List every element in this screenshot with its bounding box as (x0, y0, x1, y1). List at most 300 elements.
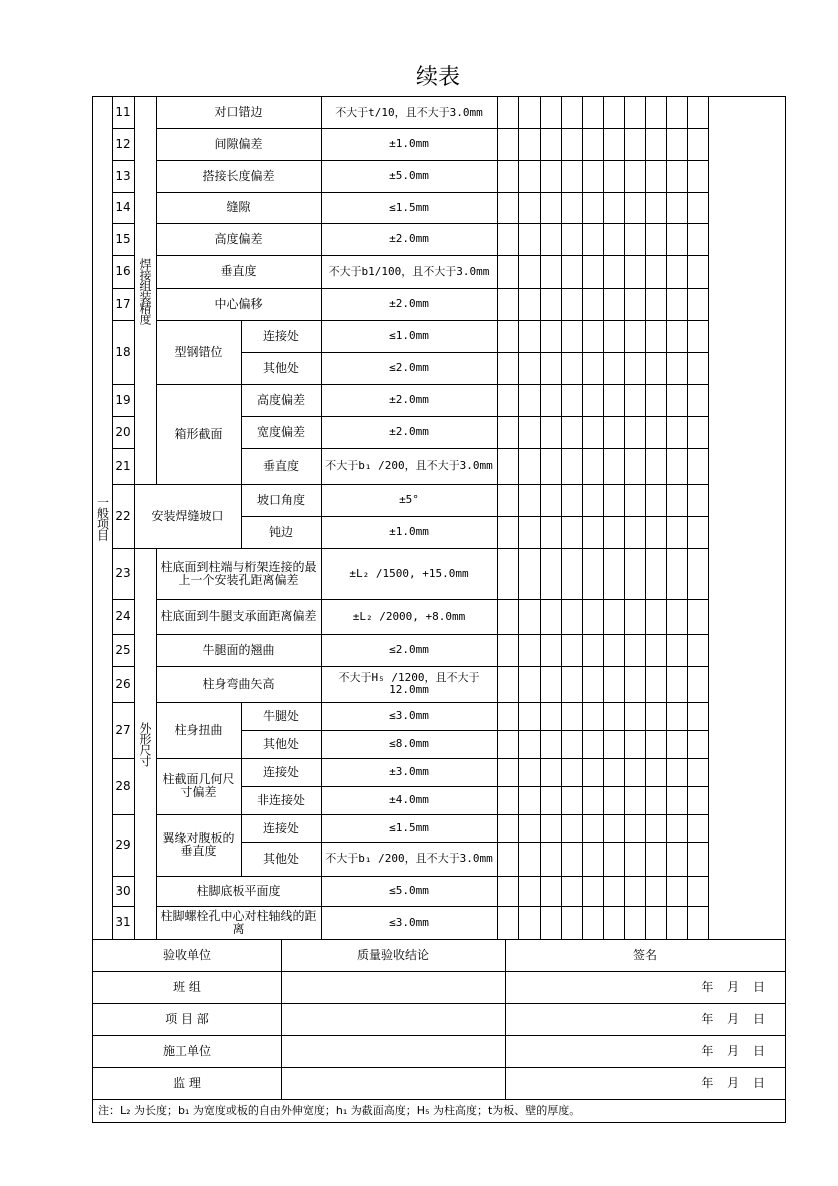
check-subitem: 非连接处 (241, 786, 322, 815)
sign-date: 年 月 日 (505, 971, 786, 1004)
measurement-cell (518, 599, 541, 635)
measurement-cell (518, 906, 541, 940)
check-item: 对口错边 (156, 96, 322, 129)
measurement-cell (518, 416, 541, 449)
measurement-cell (603, 223, 625, 256)
check-subitem: 其他处 (241, 842, 322, 877)
measurement-cell (687, 516, 709, 549)
row-number: 28 (112, 758, 135, 815)
measurement-cell (603, 599, 625, 635)
measurement-cell (518, 814, 541, 843)
measurement-cell (497, 814, 519, 843)
measurement-cell (645, 352, 667, 385)
measurement-cell (624, 352, 646, 385)
row-number: 15 (112, 223, 135, 256)
measurement-cell (497, 192, 519, 224)
check-subitem: 其他处 (241, 730, 322, 759)
measurement-cell (582, 484, 604, 517)
check-item: 中心偏移 (156, 288, 322, 321)
measurement-cell (561, 192, 583, 224)
measurement-cell (666, 223, 688, 256)
conclusion-cell (281, 971, 506, 1004)
measurement-cell (540, 384, 562, 417)
measurement-cell (497, 160, 519, 193)
measurement-cell (624, 288, 646, 321)
measurement-cell (666, 634, 688, 667)
measurement-cell (582, 416, 604, 449)
check-subitem: 其他处 (241, 352, 322, 385)
conclusion-cell (281, 1035, 506, 1068)
check-item: 垂直度 (156, 255, 322, 289)
measurement-cell (603, 128, 625, 161)
measurement-cell (497, 223, 519, 256)
measurement-cell (645, 128, 667, 161)
measurement-cell (540, 599, 562, 635)
row-number: 16 (112, 255, 135, 289)
acceptance-unit: 监 理 (92, 1067, 282, 1100)
measurement-cell (518, 96, 541, 129)
measurement-cell (497, 484, 519, 517)
measurement-cell (561, 352, 583, 385)
measurement-cell (603, 96, 625, 129)
measurement-cell (540, 786, 562, 815)
measurement-cell (540, 842, 562, 877)
measurement-cell (687, 320, 709, 353)
measurement-cell (666, 160, 688, 193)
acceptance-unit: 施工单位 (92, 1035, 282, 1068)
measurement-cell (666, 786, 688, 815)
allowed-deviation: ≤3.0mm (321, 702, 498, 731)
measurement-cell (687, 599, 709, 635)
measurement-cell (582, 352, 604, 385)
measurement-cell (518, 384, 541, 417)
measurement-cell (603, 548, 625, 600)
check-item: 柱脚底板平面度 (156, 876, 322, 907)
measurement-cell (518, 352, 541, 385)
measurement-cell (603, 320, 625, 353)
measurement-cell (518, 666, 541, 703)
measurement-cell (603, 666, 625, 703)
measurement-cell (624, 255, 646, 289)
measurement-cell (540, 702, 562, 731)
measurement-cell (603, 730, 625, 759)
measurement-cell (603, 634, 625, 667)
measurement-cell (666, 255, 688, 289)
measurement-cell (645, 160, 667, 193)
footer-header-sign: 签名 (505, 939, 786, 972)
measurement-cell (687, 876, 709, 907)
measurement-cell (497, 666, 519, 703)
check-subitem: 宽度偏差 (241, 416, 322, 449)
measurement-cell (603, 416, 625, 449)
row-number: 30 (112, 876, 135, 907)
measurement-cell (582, 730, 604, 759)
measurement-cell (561, 160, 583, 193)
measurement-cell (518, 484, 541, 517)
measurement-cell (624, 516, 646, 549)
measurement-cell (624, 484, 646, 517)
allowed-deviation: ≤2.0mm (321, 634, 498, 667)
measurement-cell (666, 192, 688, 224)
measurement-cell (497, 599, 519, 635)
measurement-cell (645, 758, 667, 787)
measurement-cell (582, 842, 604, 877)
sign-date: 年 月 日 (505, 1003, 786, 1036)
row-number: 14 (112, 192, 135, 224)
measurement-cell (687, 814, 709, 843)
measurement-cell (561, 906, 583, 940)
measurement-cell (645, 192, 667, 224)
allowed-deviation: ±2.0mm (321, 416, 498, 449)
measurement-cell (540, 96, 562, 129)
measurement-cell (497, 758, 519, 787)
row-number: 19 (112, 384, 135, 417)
group-shape-label: 外形尺寸 (134, 548, 157, 940)
check-subitem: 牛腿处 (241, 702, 322, 731)
measurement-cell (497, 786, 519, 815)
measurement-cell (497, 96, 519, 129)
measurement-cell (582, 758, 604, 787)
measurement-cell (645, 730, 667, 759)
measurement-cell (582, 666, 604, 703)
check-item: 牛腿面的翘曲 (156, 634, 322, 667)
measurement-cell (497, 906, 519, 940)
measurement-cell (687, 666, 709, 703)
measurement-cell (645, 666, 667, 703)
measurement-cell (561, 666, 583, 703)
measurement-cell (603, 516, 625, 549)
measurement-cell (624, 814, 646, 843)
measurement-cell (518, 223, 541, 256)
measurement-cell (540, 288, 562, 321)
allowed-deviation: ±2.0mm (321, 223, 498, 256)
measurement-cell (645, 634, 667, 667)
blank-area (708, 96, 786, 940)
check-subitem: 连接处 (241, 758, 322, 787)
measurement-cell (518, 786, 541, 815)
row-number: 11 (112, 96, 135, 129)
measurement-cell (624, 758, 646, 787)
measurement-cell (561, 223, 583, 256)
measurement-cell (666, 758, 688, 787)
measurement-cell (518, 548, 541, 600)
measurement-cell (687, 758, 709, 787)
measurement-cell (497, 128, 519, 161)
footer-header-conclusion: 质量验收结论 (281, 939, 506, 972)
measurement-cell (645, 255, 667, 289)
row-number: 27 (112, 702, 135, 759)
measurement-cell (540, 666, 562, 703)
row-number: 12 (112, 128, 135, 161)
check-subitem: 垂直度 (241, 448, 322, 485)
measurement-cell (645, 786, 667, 815)
check-item: 柱身弯曲矢高 (156, 666, 322, 703)
measurement-cell (666, 548, 688, 600)
measurement-cell (561, 842, 583, 877)
measurement-cell (624, 634, 646, 667)
measurement-cell (561, 320, 583, 353)
measurement-cell (518, 842, 541, 877)
allowed-deviation: ±1.0mm (321, 128, 498, 161)
check-item: 缝隙 (156, 192, 322, 224)
measurement-cell (603, 192, 625, 224)
measurement-cell (518, 730, 541, 759)
measurement-cell (497, 416, 519, 449)
sign-date: 年 月 日 (505, 1067, 786, 1100)
row-number: 29 (112, 814, 135, 877)
measurement-cell (540, 320, 562, 353)
sign-date: 年 月 日 (505, 1035, 786, 1068)
measurement-cell (582, 906, 604, 940)
acceptance-unit: 项 目 部 (92, 1003, 282, 1036)
measurement-cell (582, 634, 604, 667)
measurement-cell (497, 288, 519, 321)
measurement-cell (603, 814, 625, 843)
measurement-cell (561, 634, 583, 667)
measurement-cell (645, 384, 667, 417)
measurement-cell (540, 730, 562, 759)
measurement-cell (666, 416, 688, 449)
measurement-cell (624, 96, 646, 129)
measurement-cell (497, 255, 519, 289)
allowed-deviation: ±2.0mm (321, 288, 498, 321)
measurement-cell (603, 255, 625, 289)
measurement-cell (687, 128, 709, 161)
measurement-cell (603, 906, 625, 940)
measurement-cell (582, 320, 604, 353)
measurement-cell (518, 255, 541, 289)
measurement-cell (582, 516, 604, 549)
measurement-cell (518, 448, 541, 485)
measurement-cell (645, 96, 667, 129)
measurement-cell (666, 448, 688, 485)
measurement-cell (624, 786, 646, 815)
measurement-cell (540, 255, 562, 289)
measurement-cell (624, 223, 646, 256)
measurement-cell (603, 876, 625, 907)
measurement-cell (518, 634, 541, 667)
measurement-cell (666, 384, 688, 417)
measurement-cell (645, 842, 667, 877)
measurement-cell (645, 448, 667, 485)
allowed-deviation: ≤1.5mm (321, 192, 498, 224)
measurement-cell (518, 516, 541, 549)
measurement-cell (540, 634, 562, 667)
row-number: 18 (112, 320, 135, 385)
measurement-cell (624, 192, 646, 224)
measurement-cell (561, 814, 583, 843)
row-number: 25 (112, 634, 135, 667)
page-title: 续表 (415, 65, 460, 90)
measurement-cell (540, 448, 562, 485)
measurement-cell (582, 223, 604, 256)
check-item: 翼缘对腹板的垂直度 (156, 814, 242, 877)
measurement-cell (540, 876, 562, 907)
measurement-cell (518, 702, 541, 731)
allowed-deviation: ±5.0mm (321, 160, 498, 193)
measurement-cell (645, 484, 667, 517)
measurement-cell (582, 786, 604, 815)
measurement-cell (624, 599, 646, 635)
measurement-cell (666, 814, 688, 843)
measurement-cell (666, 484, 688, 517)
measurement-cell (497, 448, 519, 485)
measurement-cell (624, 666, 646, 703)
measurement-cell (582, 448, 604, 485)
measurement-cell (497, 730, 519, 759)
allowed-deviation: ±3.0mm (321, 758, 498, 787)
group-general-label: 一般项目 (92, 96, 113, 940)
measurement-cell (518, 192, 541, 224)
check-item: 搭接长度偏差 (156, 160, 322, 193)
measurement-cell (624, 416, 646, 449)
check-item: 间隙偏差 (156, 128, 322, 161)
measurement-cell (603, 288, 625, 321)
allowed-deviation: ±4.0mm (321, 786, 498, 815)
measurement-cell (603, 160, 625, 193)
measurement-cell (687, 192, 709, 224)
measurement-cell (518, 128, 541, 161)
measurement-cell (624, 160, 646, 193)
measurement-cell (540, 128, 562, 161)
measurement-cell (666, 516, 688, 549)
allowed-deviation: 不大于b₁ /200，且不大于3.0mm (321, 448, 498, 485)
measurement-cell (687, 634, 709, 667)
measurement-cell (497, 516, 519, 549)
measurement-cell (645, 288, 667, 321)
measurement-cell (687, 842, 709, 877)
measurement-cell (540, 192, 562, 224)
measurement-cell (582, 814, 604, 843)
measurement-cell (518, 320, 541, 353)
check-item: 高度偏差 (156, 223, 322, 256)
measurement-cell (687, 416, 709, 449)
measurement-cell (561, 876, 583, 907)
measurement-cell (561, 484, 583, 517)
check-item: 柱截面几何尺寸偏差 (156, 758, 242, 815)
measurement-cell (540, 548, 562, 600)
check-item: 柱底面到柱端与桁架连接的最上一个安装孔距离偏差 (156, 548, 322, 600)
check-subitem: 坡口角度 (241, 484, 322, 517)
row-number: 17 (112, 288, 135, 321)
measurement-cell (687, 288, 709, 321)
measurement-cell (582, 599, 604, 635)
allowed-deviation: ±L₂ /2000, +8.0mm (321, 599, 498, 635)
row-number: 22 (112, 484, 135, 549)
measurement-cell (582, 548, 604, 600)
measurement-cell (540, 758, 562, 787)
measurement-cell (666, 730, 688, 759)
allowed-deviation: ±5° (321, 484, 498, 517)
measurement-cell (603, 384, 625, 417)
measurement-cell (645, 416, 667, 449)
measurement-cell (624, 876, 646, 907)
allowed-deviation: ±L₂ /1500, +15.0mm (321, 548, 498, 600)
footer-header-unit: 验收单位 (92, 939, 282, 972)
measurement-cell (687, 352, 709, 385)
measurement-cell (561, 599, 583, 635)
measurement-cell (518, 758, 541, 787)
measurement-cell (497, 702, 519, 731)
measurement-cell (561, 758, 583, 787)
measurement-cell (687, 548, 709, 600)
row-number: 31 (112, 906, 135, 940)
row-number: 23 (112, 548, 135, 600)
check-subitem: 连接处 (241, 320, 322, 353)
allowed-deviation: ≤3.0mm (321, 906, 498, 940)
measurement-cell (540, 223, 562, 256)
row-number: 13 (112, 160, 135, 193)
measurement-cell (645, 599, 667, 635)
measurement-cell (624, 320, 646, 353)
check-item: 型钢错位 (156, 320, 242, 385)
measurement-cell (687, 702, 709, 731)
check-subitem: 高度偏差 (241, 384, 322, 417)
measurement-cell (561, 730, 583, 759)
measurement-cell (666, 352, 688, 385)
measurement-cell (497, 384, 519, 417)
measurement-cell (645, 702, 667, 731)
measurement-cell (561, 288, 583, 321)
measurement-cell (624, 906, 646, 940)
measurement-cell (666, 702, 688, 731)
row-number: 21 (112, 448, 135, 485)
measurement-cell (561, 128, 583, 161)
measurement-cell (540, 516, 562, 549)
measurement-cell (540, 416, 562, 449)
check-item: 安装焊缝坡口 (134, 484, 242, 549)
measurement-cell (666, 599, 688, 635)
allowed-deviation: ≤8.0mm (321, 730, 498, 759)
measurement-cell (666, 666, 688, 703)
allowed-deviation: 不大于t/10，且不大于3.0mm (321, 96, 498, 129)
measurement-cell (497, 352, 519, 385)
measurement-cell (603, 702, 625, 731)
check-item: 柱底面到牛腿支承面距离偏差 (156, 599, 322, 635)
measurement-cell (624, 842, 646, 877)
measurement-cell (645, 876, 667, 907)
measurement-cell (603, 352, 625, 385)
measurement-cell (561, 255, 583, 289)
measurement-cell (497, 876, 519, 907)
allowed-deviation: ±2.0mm (321, 384, 498, 417)
measurement-cell (518, 288, 541, 321)
measurement-cell (518, 160, 541, 193)
measurement-cell (687, 223, 709, 256)
measurement-cell (666, 906, 688, 940)
measurement-cell (624, 384, 646, 417)
measurement-cell (666, 128, 688, 161)
measurement-cell (666, 876, 688, 907)
measurement-cell (497, 634, 519, 667)
measurement-cell (645, 516, 667, 549)
measurement-cell (540, 352, 562, 385)
measurement-cell (687, 448, 709, 485)
measurement-cell (666, 288, 688, 321)
check-subitem: 钝边 (241, 516, 322, 549)
measurement-cell (540, 484, 562, 517)
check-item: 柱脚螺栓孔中心对柱轴线的距离 (156, 906, 322, 940)
measurement-cell (624, 448, 646, 485)
measurement-cell (687, 730, 709, 759)
measurement-cell (645, 320, 667, 353)
measurement-cell (687, 786, 709, 815)
measurement-cell (666, 842, 688, 877)
measurement-cell (582, 128, 604, 161)
measurement-cell (687, 255, 709, 289)
measurement-cell (561, 416, 583, 449)
allowed-deviation: ≤1.0mm (321, 320, 498, 353)
